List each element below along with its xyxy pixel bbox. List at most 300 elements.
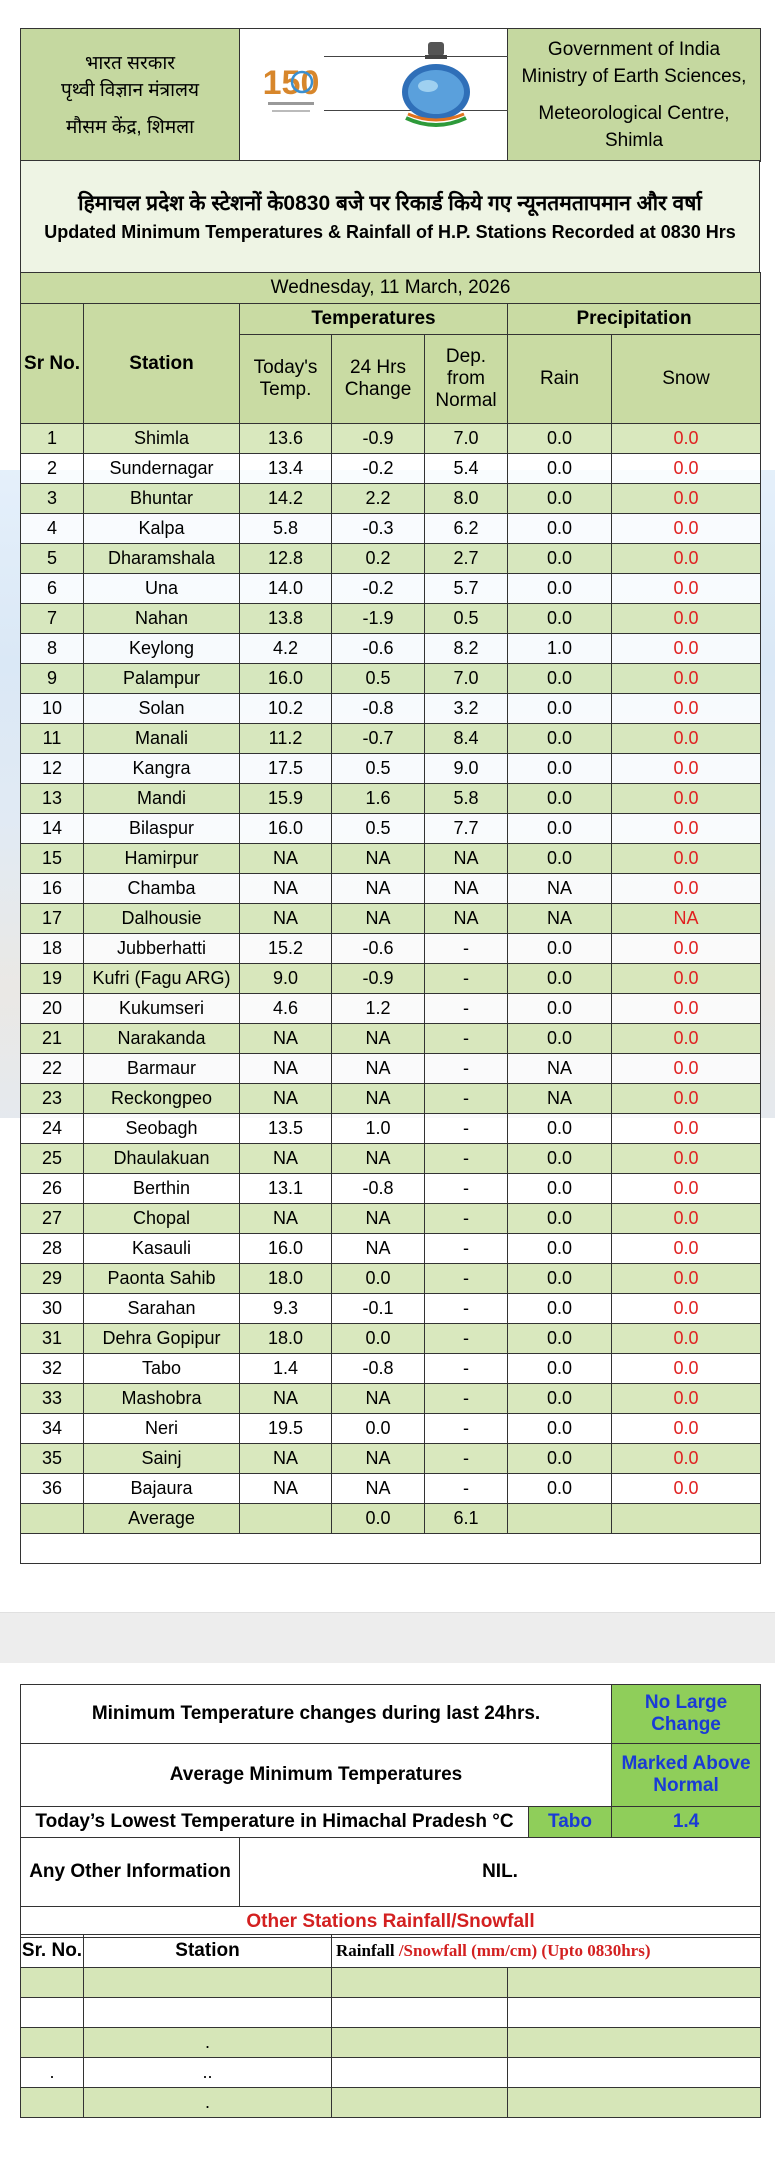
cell-sr: 17 <box>21 904 84 934</box>
cell-today-temp: NA <box>240 1084 332 1114</box>
table-row <box>21 1444 761 1474</box>
cell-sr: 24 <box>21 1114 84 1144</box>
cell-station: Manali <box>84 724 240 754</box>
cell-sr: 35 <box>21 1444 84 1474</box>
cell-change: -1.9 <box>332 604 425 634</box>
other-cell-station: . <box>84 2028 332 2058</box>
cell-today-temp: 14.2 <box>240 484 332 514</box>
cell-rain: NA <box>508 1054 612 1084</box>
average-row <box>21 1504 761 1534</box>
cell-departure: 0.5 <box>425 604 508 634</box>
min-change-value: No Large Change <box>612 1685 761 1744</box>
cell-station: Dehra Gopipur <box>84 1324 240 1354</box>
average-temp <box>240 1504 332 1534</box>
cell-snow: 0.0 <box>612 784 761 814</box>
table-row <box>21 1264 761 1294</box>
cell-departure: NA <box>425 844 508 874</box>
cell-snow: 0.0 <box>612 454 761 484</box>
table-row <box>21 1384 761 1414</box>
cell-station: Solan <box>84 694 240 724</box>
cell-change: NA <box>332 1084 425 1114</box>
stations-body <box>21 424 761 1504</box>
cell-sr: 28 <box>21 1234 84 1264</box>
cell-today-temp: NA <box>240 874 332 904</box>
table-row <box>21 874 761 904</box>
cell-station: Kangra <box>84 754 240 784</box>
other-cell-station <box>84 1968 332 1998</box>
cell-sr: 5 <box>21 544 84 574</box>
cell-change: 0.5 <box>332 664 425 694</box>
table-row <box>21 634 761 664</box>
ministry-hindi: पृथ्वी विज्ञान मंत्रालय <box>61 79 199 101</box>
cell-departure: 5.7 <box>425 574 508 604</box>
cell-today-temp: 18.0 <box>240 1324 332 1354</box>
cell-sr: 33 <box>21 1384 84 1414</box>
cell-station: Bajaura <box>84 1474 240 1504</box>
other-info-label: Any Other Information <box>21 1838 240 1907</box>
cell-snow: 0.0 <box>612 964 761 994</box>
cell-rain: 0.0 <box>508 1444 612 1474</box>
cell-today-temp: NA <box>240 1204 332 1234</box>
other-stations-body <box>21 1968 761 2118</box>
table-row <box>21 514 761 544</box>
cell-sr: 18 <box>21 934 84 964</box>
other-col-rain-snow <box>332 1935 761 1968</box>
cell-departure: - <box>425 1084 508 1114</box>
cell-sr: 25 <box>21 1144 84 1174</box>
cell-change: 0.5 <box>332 754 425 784</box>
cell-change: 1.2 <box>332 994 425 1024</box>
cell-station: Kalpa <box>84 514 240 544</box>
cell-sr: 13 <box>21 784 84 814</box>
cell-departure: - <box>425 1354 508 1384</box>
col-snow: Snow <box>612 335 761 424</box>
other-stations-table <box>20 1934 761 2118</box>
cell-change: 0.2 <box>332 544 425 574</box>
centre-hindi: मौसम केंद्र, शिमला <box>65 116 194 138</box>
cell-change: 0.5 <box>332 814 425 844</box>
cell-change: NA <box>332 1474 425 1504</box>
cell-rain: 0.0 <box>508 1414 612 1444</box>
cell-today-temp: 13.5 <box>240 1114 332 1144</box>
cell-today-temp: 9.0 <box>240 964 332 994</box>
cell-departure: 8.0 <box>425 484 508 514</box>
cell-rain: 0.0 <box>508 1024 612 1054</box>
cell-snow: 0.0 <box>612 694 761 724</box>
cell-station: Tabo <box>84 1354 240 1384</box>
cell-today-temp: 5.8 <box>240 514 332 544</box>
cell-today-temp: NA <box>240 904 332 934</box>
cell-station: Sarahan <box>84 1294 240 1324</box>
cell-rain: 0.0 <box>508 1204 612 1234</box>
cell-departure: 9.0 <box>425 754 508 784</box>
ministry-english: Ministry of Earth Sciences, <box>521 66 747 87</box>
cell-sr: 29 <box>21 1264 84 1294</box>
title-hindi: हिमाचल प्रदेश के स्टेशनों के0830 बजे पर रिकार्ड किये गए न्यूनतमतापमान और वर्षा <box>78 192 702 215</box>
date-cell: Wednesday, 11 March, 2026 <box>21 273 761 304</box>
cell-station: Reckongpeo <box>84 1084 240 1114</box>
cell-station: Chopal <box>84 1204 240 1234</box>
cell-today-temp: 14.0 <box>240 574 332 604</box>
stations-table <box>20 272 761 1564</box>
cell-departure: - <box>425 1174 508 1204</box>
cell-change: -0.3 <box>332 514 425 544</box>
cell-departure: - <box>425 1414 508 1444</box>
cell-rain: 0.0 <box>508 1384 612 1414</box>
cell-rain: 0.0 <box>508 1324 612 1354</box>
cell-snow: 0.0 <box>612 1384 761 1414</box>
cell-today-temp: NA <box>240 1474 332 1504</box>
table-row <box>21 784 761 814</box>
cell-today-temp: 1.4 <box>240 1354 332 1384</box>
cell-departure: 3.2 <box>425 694 508 724</box>
cell-departure: NA <box>425 874 508 904</box>
cell-station: Paonta Sahib <box>84 1264 240 1294</box>
cell-sr: 6 <box>21 574 84 604</box>
cell-station: Jubberhatti <box>84 934 240 964</box>
table-row <box>21 1084 761 1114</box>
other-cell-snow <box>508 2028 761 2058</box>
table-row <box>21 424 761 454</box>
cell-snow: 0.0 <box>612 1024 761 1054</box>
cell-snow: 0.0 <box>612 634 761 664</box>
table-row <box>21 1144 761 1174</box>
cell-snow: 0.0 <box>612 544 761 574</box>
cell-departure: - <box>425 994 508 1024</box>
snow-label: /Snowfall <box>398 1941 467 1960</box>
cell-today-temp: NA <box>240 1444 332 1474</box>
cell-station: Dhaulakuan <box>84 1144 240 1174</box>
table-row <box>21 454 761 484</box>
table-row <box>21 1414 761 1444</box>
cell-snow: 0.0 <box>612 1324 761 1354</box>
cell-today-temp: 15.2 <box>240 934 332 964</box>
other-cell-snow <box>508 1998 761 2028</box>
cell-snow: 0.0 <box>612 664 761 694</box>
table-row <box>21 484 761 514</box>
cell-departure: - <box>425 1204 508 1234</box>
cell-station: Kukumseri <box>84 994 240 1024</box>
table-row <box>21 724 761 754</box>
lowest-temp-value: 1.4 <box>612 1807 761 1838</box>
cell-today-temp: 16.0 <box>240 814 332 844</box>
cell-snow: 0.0 <box>612 724 761 754</box>
cell-rain: 1.0 <box>508 634 612 664</box>
cell-sr: 12 <box>21 754 84 784</box>
title-english: Updated Minimum Temperatures & Rainfall of H.P. Stations Recorded at 0830 Hrs <box>44 222 736 242</box>
cell-snow: 0.0 <box>612 574 761 604</box>
cell-station: Barmaur <box>84 1054 240 1084</box>
cell-sr: 2 <box>21 454 84 484</box>
cell-snow: 0.0 <box>612 754 761 784</box>
page-gap <box>0 1612 775 1663</box>
govt-hindi: भारत सरकार <box>84 52 176 74</box>
cell-station: Narakanda <box>84 1024 240 1054</box>
cell-today-temp: 9.3 <box>240 1294 332 1324</box>
cell-sr: 22 <box>21 1054 84 1084</box>
table-row <box>21 1474 761 1504</box>
col-today-temp: Today's Temp. <box>240 335 332 424</box>
cell-rain: 0.0 <box>508 934 612 964</box>
cell-rain: 0.0 <box>508 1264 612 1294</box>
cell-station: Kasauli <box>84 1234 240 1264</box>
other-cell-sr <box>21 2028 84 2058</box>
min-change-label: Minimum Temperature changes during last 24hrs. <box>21 1685 612 1744</box>
cell-rain: NA <box>508 1084 612 1114</box>
other-col-sr: Sr. No. <box>21 1935 84 1968</box>
average-label: Average <box>84 1504 240 1534</box>
table-row <box>21 1234 761 1264</box>
cell-station: Shimla <box>84 424 240 454</box>
cell-station: Berthin <box>84 1174 240 1204</box>
list-item <box>21 2028 761 2058</box>
col-24hr-change: 24 Hrs Change <box>332 335 425 424</box>
other-info-value: NIL. <box>240 1838 761 1907</box>
cell-snow: 0.0 <box>612 934 761 964</box>
cell-change: -0.2 <box>332 454 425 484</box>
centre-english: Meteorological Centre, <box>538 103 730 124</box>
cell-station: Nahan <box>84 604 240 634</box>
cell-today-temp: NA <box>240 844 332 874</box>
average-rain <box>508 1504 612 1534</box>
cell-snow: 0.0 <box>612 1354 761 1384</box>
cell-departure: - <box>425 1474 508 1504</box>
cell-today-temp: 12.8 <box>240 544 332 574</box>
cell-sr: 20 <box>21 994 84 1024</box>
cell-departure: - <box>425 1234 508 1264</box>
other-cell-rain <box>332 1968 508 1998</box>
cell-station: Bilaspur <box>84 814 240 844</box>
list-item <box>21 2088 761 2118</box>
cell-snow: 0.0 <box>612 1414 761 1444</box>
other-col-station: Station <box>84 1935 332 1968</box>
cell-change: -0.8 <box>332 1174 425 1204</box>
cell-snow: 0.0 <box>612 814 761 844</box>
cell-change: 1.0 <box>332 1114 425 1144</box>
cell-departure: 5.4 <box>425 454 508 484</box>
other-cell-rain <box>332 2088 508 2118</box>
cell-change: 0.0 <box>332 1264 425 1294</box>
cell-snow: 0.0 <box>612 1294 761 1324</box>
average-change: 0.0 <box>332 1504 425 1534</box>
other-cell-snow <box>508 2058 761 2088</box>
table-row <box>21 1354 761 1384</box>
cell-station: Chamba <box>84 874 240 904</box>
cell-rain: 0.0 <box>508 574 612 604</box>
cell-today-temp: 17.5 <box>240 754 332 784</box>
table-row <box>21 1054 761 1084</box>
cell-change: -0.9 <box>332 964 425 994</box>
cell-departure: 7.0 <box>425 664 508 694</box>
cell-sr: 30 <box>21 1294 84 1324</box>
avg-min-value: Marked Above Normal <box>612 1744 761 1807</box>
cell-change: -0.6 <box>332 934 425 964</box>
cell-rain: 0.0 <box>508 604 612 634</box>
other-cell-snow <box>508 2088 761 2118</box>
cell-rain: 0.0 <box>508 814 612 844</box>
cell-change: -0.1 <box>332 1294 425 1324</box>
imd-150-logo-icon <box>258 50 324 130</box>
blank-row <box>21 1534 761 1564</box>
cell-sr: 32 <box>21 1354 84 1384</box>
cell-sr: 23 <box>21 1084 84 1114</box>
cell-rain: 0.0 <box>508 664 612 694</box>
cell-departure: - <box>425 1024 508 1054</box>
cell-rain: NA <box>508 904 612 934</box>
cell-snow: 0.0 <box>612 994 761 1024</box>
table-row <box>21 844 761 874</box>
cell-departure: 5.8 <box>425 784 508 814</box>
cell-rain: 0.0 <box>508 1354 612 1384</box>
table-row <box>21 964 761 994</box>
list-item <box>21 1968 761 1998</box>
cell-change: NA <box>332 1204 425 1234</box>
cell-sr: 4 <box>21 514 84 544</box>
cell-rain: 0.0 <box>508 994 612 1024</box>
cell-sr: 31 <box>21 1324 84 1354</box>
cell-change: NA <box>332 1444 425 1474</box>
summary-table <box>20 1684 761 1938</box>
cell-rain: 0.0 <box>508 544 612 574</box>
cell-departure: - <box>425 1114 508 1144</box>
other-cell-sr: . <box>21 2058 84 2088</box>
cell-departure: - <box>425 1294 508 1324</box>
cell-rain: 0.0 <box>508 844 612 874</box>
cell-snow: 0.0 <box>612 604 761 634</box>
cell-change: -0.8 <box>332 1354 425 1384</box>
cell-snow: 0.0 <box>612 1144 761 1174</box>
cell-sr: 9 <box>21 664 84 694</box>
cell-station: Mandi <box>84 784 240 814</box>
cell-station: Mashobra <box>84 1384 240 1414</box>
table-row <box>21 1174 761 1204</box>
cell-change: NA <box>332 874 425 904</box>
cell-station: Dalhousie <box>84 904 240 934</box>
cell-change: NA <box>332 1024 425 1054</box>
imd-emblem-icon <box>398 40 474 130</box>
cell-today-temp: 15.9 <box>240 784 332 814</box>
title-table <box>20 160 760 274</box>
cell-change: 2.2 <box>332 484 425 514</box>
cell-rain: 0.0 <box>508 694 612 724</box>
table-row <box>21 1324 761 1354</box>
cell-departure: 2.7 <box>425 544 508 574</box>
cell-rain: 0.0 <box>508 1114 612 1144</box>
other-cell-sr <box>21 2088 84 2118</box>
list-item <box>21 2058 761 2088</box>
other-cell-station: .. <box>84 2058 332 2088</box>
cell-station: Palampur <box>84 664 240 694</box>
table-row <box>21 544 761 574</box>
cell-station: Seobagh <box>84 1114 240 1144</box>
cell-departure: - <box>425 1144 508 1174</box>
cell-today-temp: NA <box>240 1024 332 1054</box>
cell-change: NA <box>332 904 425 934</box>
table-row <box>21 574 761 604</box>
average-dep: 6.1 <box>425 1504 508 1534</box>
cell-station: Sundernagar <box>84 454 240 484</box>
cell-today-temp: 10.2 <box>240 694 332 724</box>
cell-today-temp: 13.4 <box>240 454 332 484</box>
cell-snow: NA <box>612 904 761 934</box>
cell-sr: 10 <box>21 694 84 724</box>
list-item <box>21 1998 761 2028</box>
avg-min-label: Average Minimum Temperatures <box>21 1744 612 1807</box>
cell-today-temp: 13.1 <box>240 1174 332 1204</box>
cell-snow: 0.0 <box>612 484 761 514</box>
cell-departure: 8.4 <box>425 724 508 754</box>
cell-departure: - <box>425 934 508 964</box>
cell-rain: 0.0 <box>508 1144 612 1174</box>
lowest-temp-station: Tabo <box>529 1807 612 1838</box>
header-right <box>508 29 761 162</box>
cell-departure: - <box>425 1384 508 1414</box>
table-row <box>21 1024 761 1054</box>
cell-snow: 0.0 <box>612 514 761 544</box>
cell-sr: 7 <box>21 604 84 634</box>
cell-change: NA <box>332 1234 425 1264</box>
cell-change: NA <box>332 1054 425 1084</box>
cell-station: Sainj <box>84 1444 240 1474</box>
cell-sr: 19 <box>21 964 84 994</box>
cell-change: NA <box>332 844 425 874</box>
cell-sr: 11 <box>21 724 84 754</box>
other-cell-sr <box>21 1998 84 2028</box>
cell-station: Neri <box>84 1414 240 1444</box>
table-row <box>21 694 761 724</box>
cell-departure: - <box>425 964 508 994</box>
other-cell-rain <box>332 1998 508 2028</box>
cell-snow: 0.0 <box>612 1444 761 1474</box>
col-station: Station <box>84 304 240 424</box>
cell-today-temp: 16.0 <box>240 1234 332 1264</box>
cell-rain: 0.0 <box>508 724 612 754</box>
col-sr: Sr No. <box>21 304 84 424</box>
cell-snow: 0.0 <box>612 1474 761 1504</box>
cell-rain: 0.0 <box>508 784 612 814</box>
cell-departure: 6.2 <box>425 514 508 544</box>
other-cell-snow <box>508 1968 761 1998</box>
cell-sr: 8 <box>21 634 84 664</box>
cell-snow: 0.0 <box>612 1234 761 1264</box>
header-left <box>21 29 240 162</box>
svg-text:150: 150 <box>262 64 320 102</box>
cell-rain: NA <box>508 874 612 904</box>
other-cell-station: . <box>84 2088 332 2118</box>
average-sr <box>21 1504 84 1534</box>
other-cell-station <box>84 1998 332 2028</box>
col-precipitation: Precipitation <box>508 304 761 335</box>
table-row <box>21 1114 761 1144</box>
title-cell <box>21 161 760 274</box>
city-english: Shimla <box>604 130 664 151</box>
lowest-temp-label: Today’s Lowest Temperature in Himachal Pradesh °C <box>21 1807 529 1838</box>
cell-change: NA <box>332 1144 425 1174</box>
cell-station: Keylong <box>84 634 240 664</box>
cell-rain: 0.0 <box>508 514 612 544</box>
other-cell-sr <box>21 1968 84 1998</box>
cell-change: -0.9 <box>332 424 425 454</box>
cell-today-temp: 11.2 <box>240 724 332 754</box>
cell-sr: 26 <box>21 1174 84 1204</box>
cell-today-temp: 4.2 <box>240 634 332 664</box>
cell-sr: 1 <box>21 424 84 454</box>
cell-snow: 0.0 <box>612 1084 761 1114</box>
cell-sr: 14 <box>21 814 84 844</box>
table-row <box>21 904 761 934</box>
cell-change: -0.7 <box>332 724 425 754</box>
cell-rain: 0.0 <box>508 1234 612 1264</box>
